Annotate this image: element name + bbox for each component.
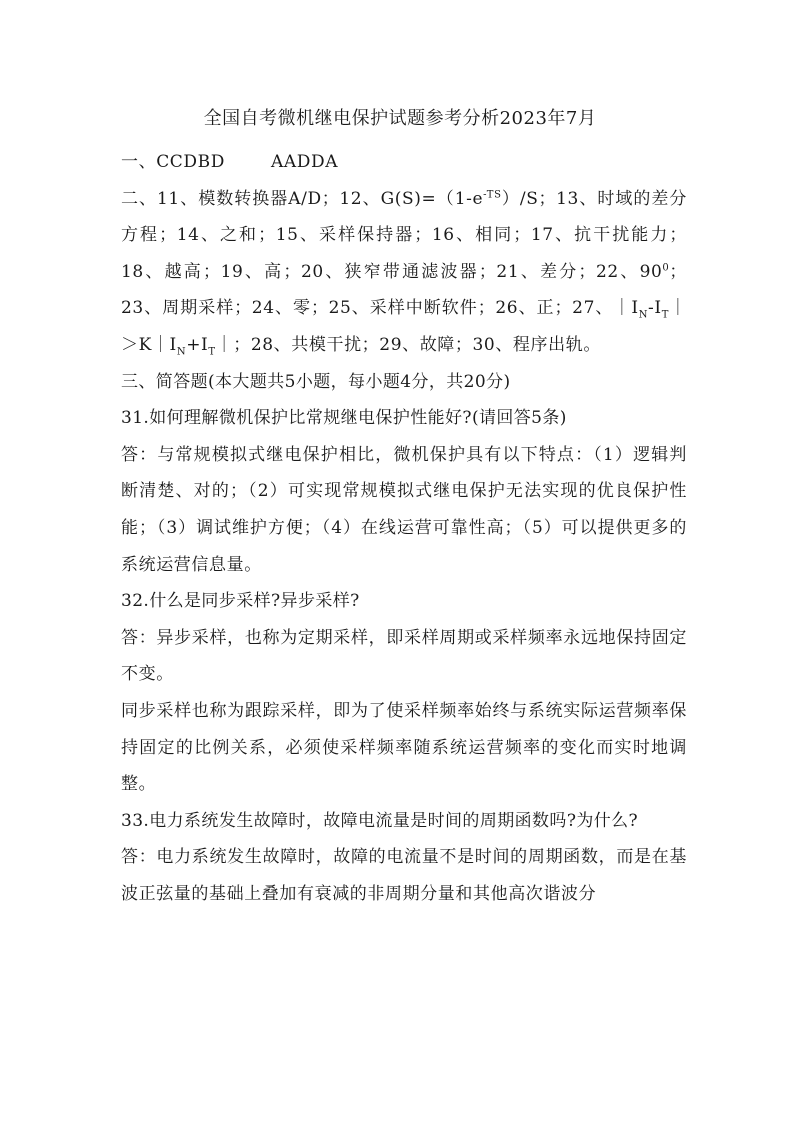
subscript-t-2: T — [208, 346, 216, 358]
section2-text-7: ｜；28、共模干扰；29、故障；30、程序出轨。 — [215, 334, 601, 355]
subscript-t-1: T — [661, 309, 669, 321]
answer-31: 答：与常规模拟式继电保护相比，微机保护具有以下特点：（1）逻辑判断清楚、对的；（2）可实现常规模拟式继电保护无法实现的优良保护性能；（3）调试维护方便；（4）在线运营可靠性高；（5）可以提供更多的系统运营信息量。 — [121, 444, 687, 575]
section2-text-5: ｜＞K｜I — [121, 298, 687, 355]
subscript-n-2: N — [176, 346, 187, 358]
degree-superscript: 0 — [662, 262, 670, 274]
section2-text-6: +I — [186, 334, 209, 355]
answers-6-10: AADDA — [270, 152, 339, 172]
question-31: 31.如何理解微机保护比常规继电保护性能好?(请回答5条) — [121, 408, 567, 429]
answers-1-5: CCDBD — [156, 152, 225, 172]
document-body — [121, 144, 687, 912]
section1-prefix: 一、 — [121, 152, 157, 172]
answer-32-async: 答：异步采样，也称为定期采样，即采样周期或采样频率永远地保持固定不变。 — [121, 627, 687, 685]
section2-text-2: ）/S；13、时域的差分方程；14、之和；15、采样保持器；16、相同；17、抗干扰能力；18、越高；19、高；20、狭窄带通滤波器；21、差分；22、90 — [121, 188, 687, 282]
exponent-ts: -TS — [483, 188, 502, 200]
question-32: 32.什么是同步采样?异步采样? — [121, 591, 360, 612]
section2-text-3: ；23、周期采样；24、零；25、采样中断软件；26、正；27、｜I — [121, 261, 687, 319]
section3-heading: 三、简答题(本大题共5小题，每小题4分，共20分) — [121, 371, 511, 392]
section1-answers — [121, 144, 687, 181]
section2-answers — [121, 181, 687, 364]
answer-32-sync: 同步采样也称为跟踪采样，即为了使采样频率始终与系统实际运营频率保持固定的比例关系，必须使采样频率随系统运营频率的变化而实时地调整。 — [121, 700, 687, 795]
section2-text-1: 二、11、模数转换器A/D；12、G(S)=（1-e — [121, 188, 484, 209]
section2-text-4: -I — [648, 298, 662, 319]
question-33: 33.电力系统发生故障时，故障电流量是时间的周期函数吗?为什么? — [121, 810, 639, 831]
answer-33: 答：电力系统发生故障时，故障的电流量不是时间的周期函数，而是在基波正弦量的基础上叠加有衰减的非周期分量和其他高次谐波分 — [121, 847, 687, 904]
subscript-n-1: N — [638, 309, 649, 321]
document-title: 全国自考微机继电保护试题参考分析2023年7月 — [203, 108, 597, 129]
